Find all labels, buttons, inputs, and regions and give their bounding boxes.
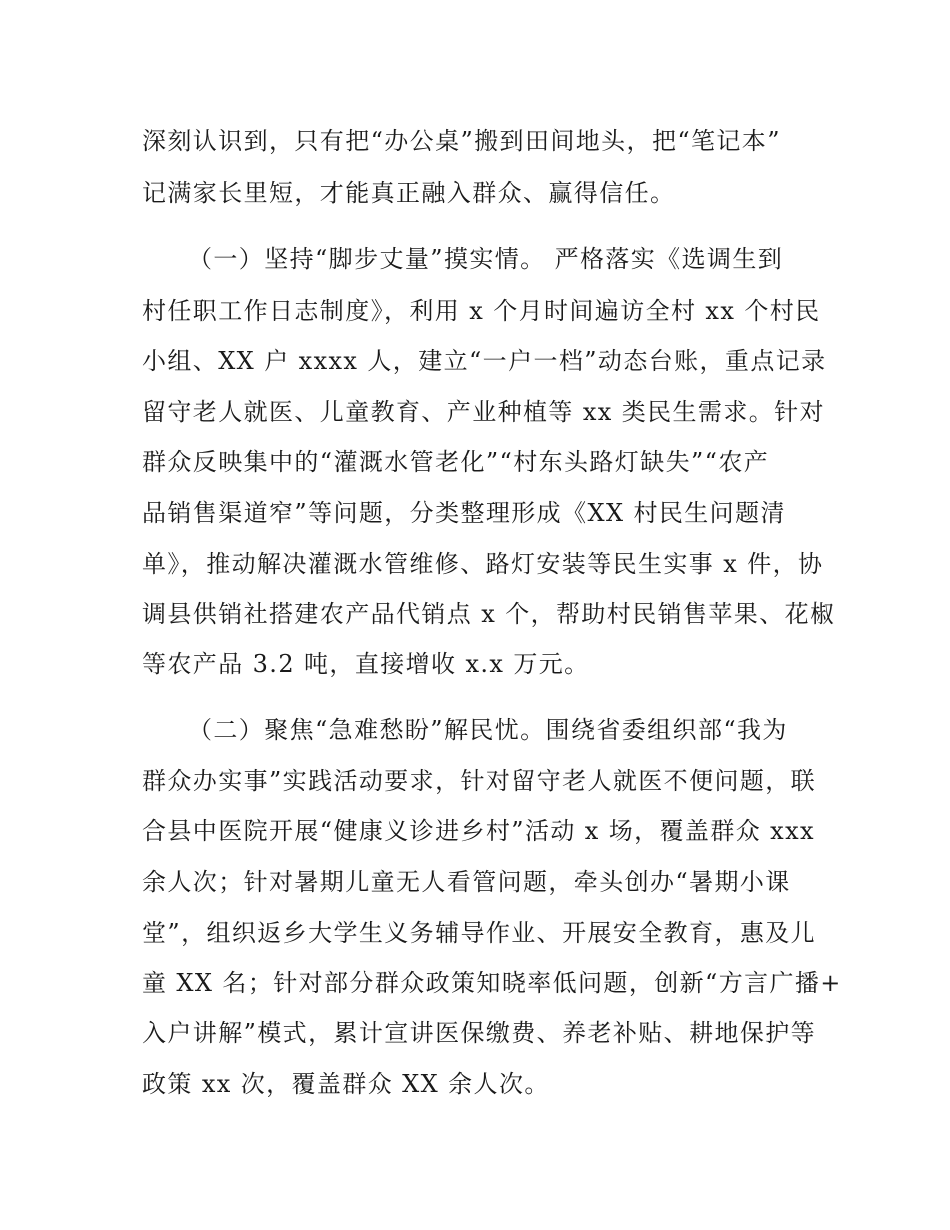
paragraph-2-line-3: 小组、XX 户 xxxx 人，建立“一户一档”动态台账，重点记录 (142, 347, 827, 375)
paragraph-3-line-3: 合县中医院开展“健康义诊进乡村”活动 x 场，覆盖群众 xxx (142, 817, 815, 845)
paragraph-3-line-5: 堂”，组织返乡大学生义务辅导作业、开展安全教育，惠及儿 (142, 919, 817, 947)
paragraph-2-line-2: 村任职工作日志制度》，利用 x 个月时间遍访全村 xx 个村民 (142, 297, 821, 325)
paragraph-3-line-8: 政策 xx 次，覆盖群众 XX 余人次。 (142, 1070, 550, 1098)
paragraph-1-line-2: 记满家长里短，才能真正融入群众、赢得信任。 (142, 179, 676, 207)
paragraph-2-line-6: 品销售渠道窄”等问题，分类整理形成《XX 村民生问题清 (142, 499, 786, 527)
paragraph-3-line-7: 入户讲解”模式，累计宣讲医保缴费、养老补贴、耕地保护等 (142, 1019, 817, 1047)
paragraph-2-line-8: 调县供销社搭建农产品代销点 x 个，帮助村民销售苹果、花椒 (142, 600, 836, 628)
paragraph-2-line-9: 等农产品 3.2 吨，直接增收 x.x 万元。 (142, 650, 590, 678)
paragraph-3-line-2: 群众办实事”实践活动要求，针对留守老人就医不便问题，联 (142, 767, 817, 795)
paragraph-3-line-6: 童 XX 名；针对部分群众政策知晓率低问题，创新“方言广播+ (142, 969, 842, 997)
paragraph-2-line-4: 留守老人就医、儿童教育、产业种植等 xx 类民生需求。针对 (142, 398, 825, 426)
paragraph-2-line-1: （一）坚持“脚步丈量”摸实情。 严格落实《选调生到 (188, 245, 784, 273)
paragraph-3-line-4: 余人次；针对暑期儿童无人看管问题，牵头创办“暑期小课 (142, 868, 791, 896)
paragraph-2-line-7: 单》，推动解决灌溉水管维修、路灯安装等民生实事 x 件，协 (142, 550, 824, 578)
paragraph-3-line-1: （二）聚焦“急难愁盼”解民忧。围绕省委组织部“我为 (188, 716, 788, 744)
paragraph-2-line-5: 群众反映集中的“灌溉水管老化”“村东头路灯缺失”“农产 (142, 448, 770, 476)
paragraph-1-line-1: 深刻认识到，只有把“办公桌”搬到田间地头，把“笔记本” (142, 127, 781, 155)
